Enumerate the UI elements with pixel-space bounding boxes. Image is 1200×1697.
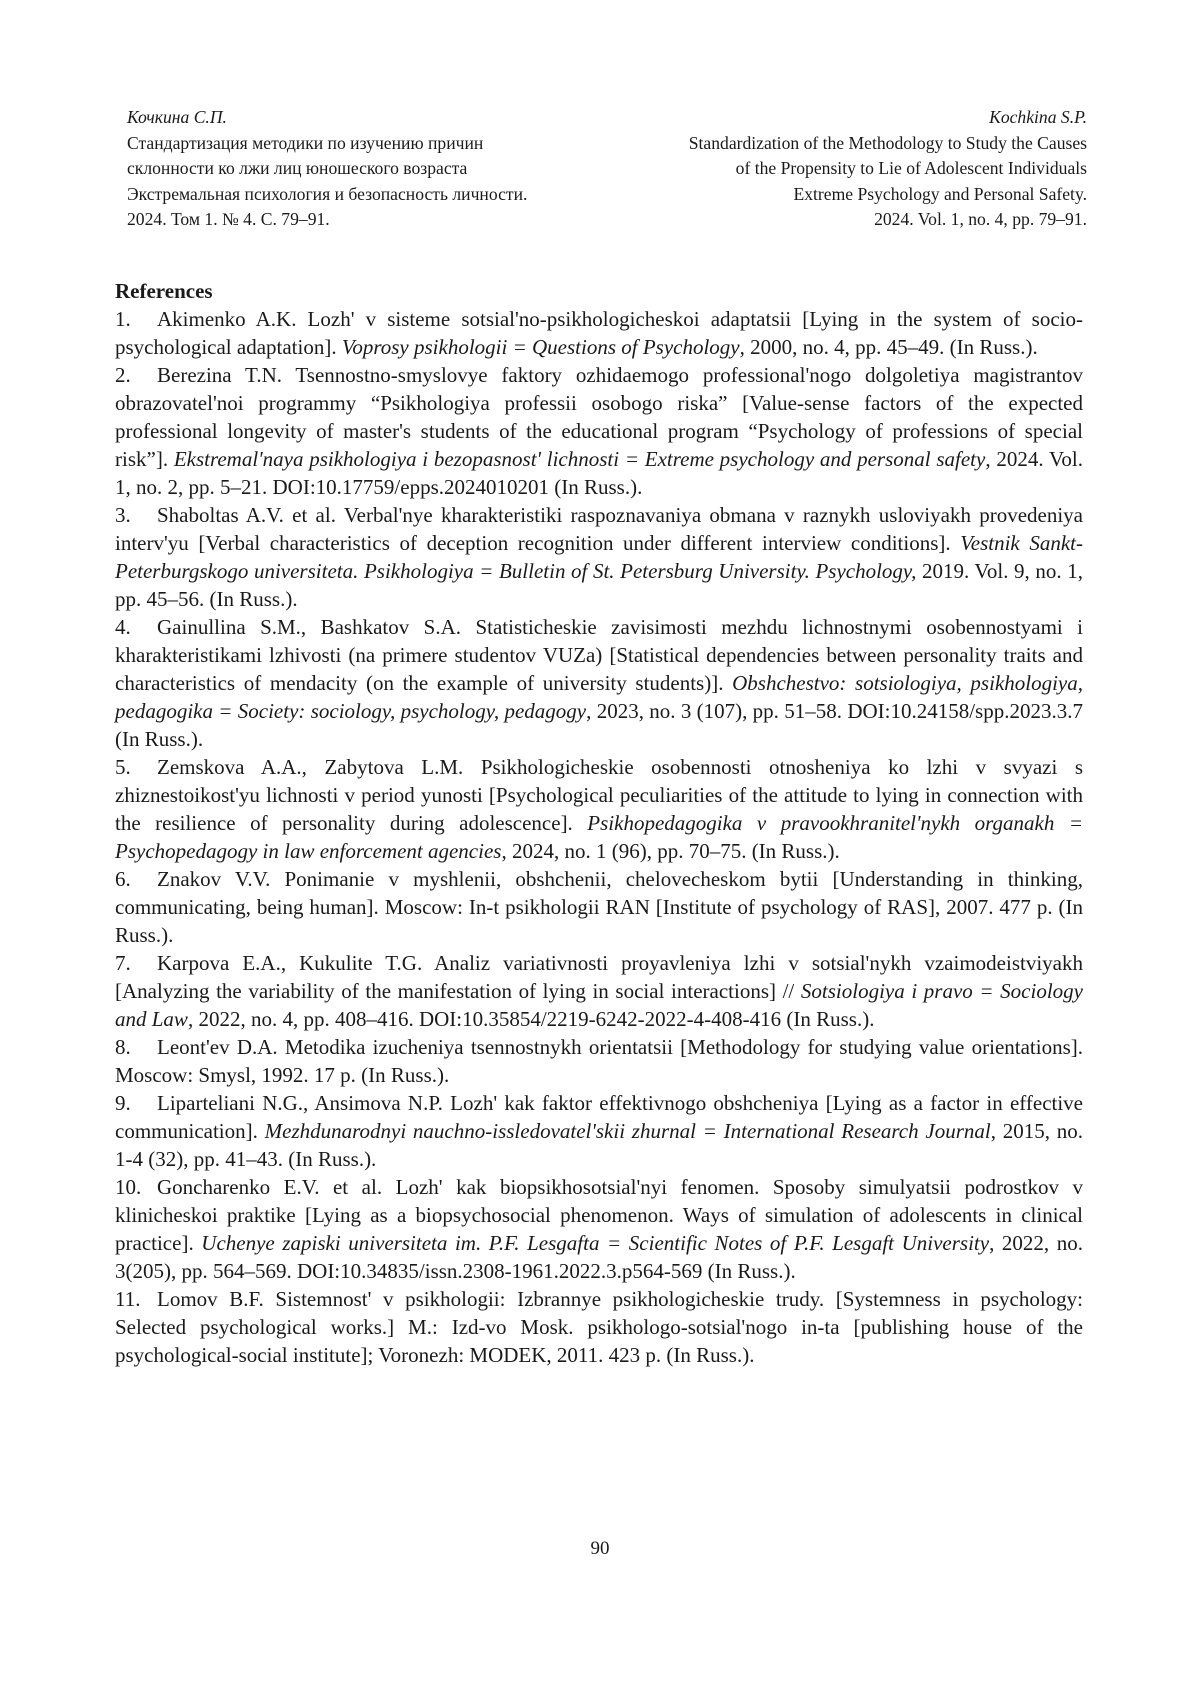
reference-source: Voprosy psikhologii = Questions of Psychology — [341, 335, 740, 359]
page-number: 90 — [590, 1538, 610, 1559]
reference-text: Goncharenko E.V. et al. Lozh' kak biopsikhosotsial'nyi fenomen. Sposoby simulyatsii podrostkov v klinicheskoi praktike [Lying as a biopsychosocial phenomenon. Ways of simulation of adolescents in clinical practice]. — [115, 1175, 1083, 1255]
reference-item — [115, 753, 1083, 865]
reference-item — [115, 865, 1083, 949]
header-title-en-line2: of the Propensity to Lie of Adolescent Individuals — [735, 158, 1087, 178]
header-english — [527, 105, 1087, 233]
reference-item — [115, 1089, 1083, 1173]
reference-source: Ekstremal'naya psikhologiya i bezopasnost' lichnosti = Extreme psychology and personal safety — [173, 447, 986, 471]
header-title-ru-line1: Стандартизация методики по изучению причин — [127, 132, 484, 153]
references-heading: References — [115, 279, 213, 303]
header-issue-ru: 2024. Том 1. № 4. С. 79–91. — [127, 209, 330, 229]
header-journal-ru: Экстремальная психология и безопасность личности. — [127, 183, 528, 204]
header-author-ru: Кочкина С.П. — [127, 107, 227, 127]
reference-text: Gainullina S.M., Bashkatov S.A. Statisticheskie zavisimosti mezhdu lichnostnymi osobennostyami i kharakteristikami lzhivosti (na primere studentov VUZa) [Statistical dependencies between personality traits and characteristics of mendacity (on the example of university students)]. — [115, 615, 1083, 695]
reference-details: 2019. Vol. 9, no. 1, pp. 45–56. (In Russ.). — [115, 559, 1083, 611]
reference-text: Znakov V.V. Ponimanie v myshlenii, obshchenii, chelovecheskom bytii [Understanding in thinking, communicating, being human]. Moscow: In-t psikhologii RAN [Institute of psychology of RAS], 2007. 477 p. (In Russ.). — [115, 867, 1083, 947]
reference-text: Liparteliani N.G., Ansimova N.P. Lozh' kak faktor effektivnogo obshcheniya [Lying as a factor in effective communication]. — [115, 1091, 1083, 1143]
reference-item — [115, 1033, 1083, 1089]
header-title-en-line1: Standardization of the Methodology to Study the Causes — [688, 132, 1087, 153]
reference-text: Akimenko A.K. Lozh' v sisteme sotsial'no-psikhologicheskoi adaptatsii [Lying in the system of socio-psychological adaptation]. — [115, 307, 1083, 359]
reference-details: , 2023, no. 3 (107), pp. 51–58. DOI:10.24158/spp.2023.3.7 (In Russ.). — [115, 699, 1083, 751]
reference-source: Psikhopedagogika v pravookhranitel'nykh organakh = Psychopedagogy in law enforcement agencies — [115, 811, 1083, 863]
reference-item — [115, 1285, 1083, 1369]
reference-source: Vestnik Sankt-Peterburgskogo universiteta. Psikhologiya = Bulletin of St. Petersburg University. Psychology, — [115, 531, 1083, 583]
reference-item — [115, 305, 1083, 361]
reference-number: 11. — [115, 1287, 141, 1311]
reference-source: Sotsiologiya i pravo = Sociology and Law — [115, 979, 1083, 1031]
reference-source: Uchenye zapiski universiteta im. P.F. Lesgafta = Scientific Notes of P.F. Lesgaft University — [201, 1231, 990, 1255]
reference-source: Obshchestvo: sotsiologiya, psikhologiya, pedagogika = Society: sociology, psychology, pedagogy — [115, 671, 1084, 723]
reference-number: 4. — [115, 615, 131, 639]
reference-number: 1. — [115, 307, 131, 331]
header-issue-en: 2024. Vol. 1, no. 4, pp. 79–91. — [874, 209, 1087, 229]
reference-details: , 2022, no. 3(205), pp. 564–569. DOI:10.34835/issn.2308-1961.2022.3.p564-569 (In Russ.). — [115, 1231, 1083, 1283]
reference-text: Lomov B.F. Sistemnost' v psikhologii: Izbrannye psikhologicheskie trudy. [Systemness in psychology: Selected psychological works.] M.: Izd-vo Mosk. psikhologo-sotsial'nogo in-ta [publishing house of the psychological-social institute]; Voronezh: MODEK, 2011. 423 p. (In Russ.). — [115, 1287, 1083, 1367]
reference-number: 10. — [115, 1175, 142, 1199]
reference-details: , 2024, no. 1 (96), pp. 70–75. (In Russ.). — [501, 839, 840, 863]
reference-text: Berezina T.N. Tsennostno-smyslovye faktory ozhidaemogo professional'nogo dolgoletiya magistrantov obrazovatel'noi programmy “Psikhologiya professii osobogo riska” [Value-sense factors of the expected professional longevity of master's students of the educational program “Psychology of professions of special risk”]. — [115, 363, 1083, 471]
reference-number: 5. — [115, 755, 131, 779]
header-journal-en: Extreme Psychology and Personal Safety. — [793, 183, 1087, 204]
reference-item — [115, 613, 1083, 753]
reference-text: Karpova E.A., Kukulite T.G. Analiz variativnosti proyavleniya lzhi v sotsial'nykh vzaimodeistviyakh [Analyzing the variability of the manifestation of lying in social interactions] // — [115, 951, 1083, 1003]
reference-source: Mezhdunarodnyi nauchno-issledovatel'skii zhurnal = International Research Journal — [264, 1119, 991, 1143]
reference-details: , 2022, no. 4, pp. 408–416. DOI:10.35854/2219-6242-2022-4-408-416 (In Russ.). — [187, 1007, 875, 1031]
reference-details: , 2000, no. 4, pp. 45–49. (In Russ.). — [739, 335, 1038, 359]
references-section — [115, 277, 1083, 1369]
reference-item — [115, 501, 1083, 613]
reference-text: Zemskova A.A., Zabytova L.M. Psikhologicheskie osobennosti otnosheniya ko lzhi v svyazi s zhiznestoikost'yu lichnosti v period yunosti [Psychological peculiarities of the attitude to lying in connection with the resilience of personality during adolescence]. — [115, 755, 1083, 835]
reference-number: 3. — [115, 503, 131, 527]
reference-number: 2. — [115, 363, 131, 387]
reference-details: , 2015, no. 1-4 (32), pp. 41–43. (In Russ.). — [115, 1119, 1083, 1171]
header-author-en: Kochkina S.P. — [989, 107, 1087, 127]
reference-item — [115, 361, 1083, 501]
reference-item — [115, 1173, 1083, 1285]
reference-details: , 2024. Vol. 1, no. 2, pp. 5–21. DOI:10.17759/epps.2024010201 (In Russ.). — [115, 447, 1083, 499]
reference-number: 8. — [115, 1035, 131, 1059]
reference-text: Leont'ev D.A. Metodika izucheniya tsennostnykh orientatsii [Methodology for studying value orientations]. Moscow: Smysl, 1992. 17 p. (In Russ.). — [115, 1035, 1083, 1087]
reference-text: Shaboltas A.V. et al. Verbal'nye kharakteristiki raspoznavaniya obmana v raznykh usloviyakh provedeniya interv'yu [Verbal characteristics of deception recognition under different interview conditions]. — [115, 503, 1083, 555]
reference-number: 7. — [115, 951, 131, 975]
reference-number: 9. — [115, 1091, 131, 1115]
reference-item — [115, 949, 1083, 1033]
header-title-ru-line2: склонности ко лжи лиц юношеского возраста — [127, 158, 468, 178]
reference-number: 6. — [115, 867, 131, 891]
